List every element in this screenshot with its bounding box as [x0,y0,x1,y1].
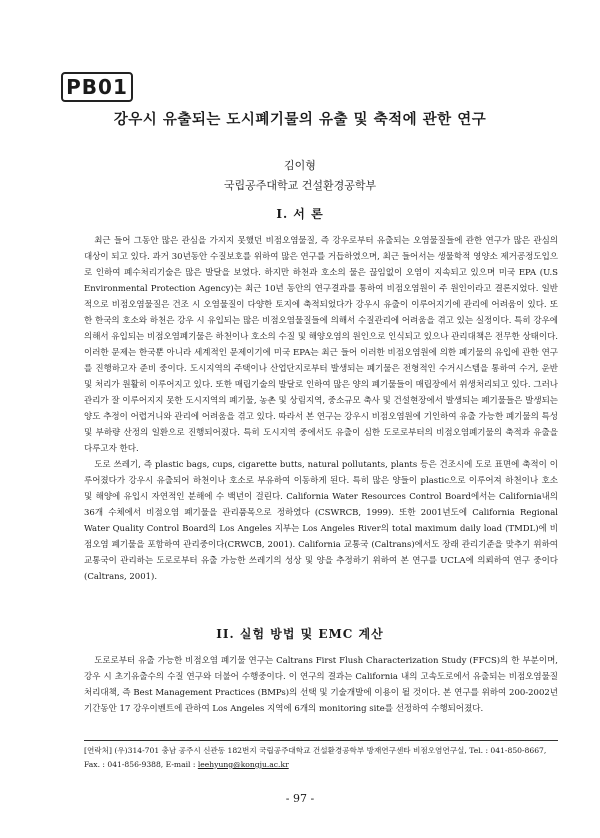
footnote-label: [연락처] [84,746,112,755]
introduction-paragraph: 도로 쓰레기, 즉 plastic bags, cups, cigarette butts, natural pollutants, plants 등은 건조시에 도로 표면에 축적이 이루어졌다가 강우시 유출되어 하천이나 호소로 부유하여 이동하게 된다. 특히 많은 양들이 plastic으로 이루어져 하천이나 호소 및 해양에 유입시 자연적인 분해에 수 백년이 걸린다. California Water Resources Control Board에서는 California내의 36개 수체에서 비점오염 폐기물을 관리품목으로 정하였다 (CSWRCB, 1999). 또한 2001년도에 California Regional Water Quality Control Board의 Los Angeles 지부는 Los Angeles River의 total maximum daily load (TMDL)에 비점오염 폐기물을 포함하여 관리중이다(CRWCB, 2001). California 교통국 (Caltrans)에서도 장래 관리기준을 맞추기 위하여 교통국이 관리하는 도로로부터 유출 가능한 쓰레기의 성상 및 양을 추정하기 위하여 본 연구를 UCLA에 의뢰하여 연구 중이다(Caltrans, 2001). [84,460,558,582]
paper-code-badge: PB01 [61,72,133,102]
page-number: - 97 - [285,792,315,805]
footnote-address: (우)314-701 충남 공주시 신관동 182번지 국립공주대학교 건설환경공학부 방재연구센타 비점오염연구실, [114,746,467,755]
methods-body [84,653,558,717]
section-heading-methods: II. 실험 방법 및 EMC 계산 [216,627,384,641]
footnote-divider [84,740,558,741]
paper-title: 강우시 유출되는 도시폐기물의 유출 및 축적에 관한 연구 [113,111,487,128]
footnote-contact: Tel. : 041-850-8667, Fax. : 041-856-9388, E-mail : [84,746,547,769]
email-link[interactable]: leehyung@kongju.ac.kr [197,760,289,769]
contact-footnote [84,744,558,772]
author-affiliation: 국립공주대학교 건설환경공학부 [223,179,377,192]
introduction-paragraph: 최근 들어 그동안 많은 관심을 가지지 못했던 비점오염물질, 즉 강우로부터 유출되는 오염물질들에 관한 연구가 많은 관심의 대상이 되고 있다. 과거 30년동안 수질보호를 위하여 많은 연구를 거듭하였으며, 최근 들어서는 생물학적 영양소 제거공정도입으로 인하여 폐수처리기술은 많은 발달을 보였다. 하지만 하천과 호소의 물은 끊임없이 오염이 지속되고 있으며 미국 EPA (U.S Environmental Protection Agency)는 최근 10년 동안의 연구결과를 통하여 비점오염원이 주 원인이라고 결론지었다. 일반적으로 비점오염물질은 건조 시 오염물질이 다양한 토지에 축적되었다가 강우시 유출이 이루어지기에 관리에 어려움이 있다. 또한 한국의 호소와 하천은 강우 시 유입되는 많은 비점오염물질들에 의해서 수질관리에 어려움을 겪고 있는 실정이다. 특히 강우에 의해서 유입되는 비점오염폐기물은 하천이나 호소의 수질 및 해양오염의 원인으로 인식되고 있으나 관리대책은 전무한 상태이다. 이러한 문제는 한국뿐 아니라 세계적인 문제이기에 미국 EPA는 최근 들어 이러한 비점오염원에 의한 폐기물의 유입에 관한 연구를 진행하고자 준비 중이다. 도시지역의 주택이나 산업단지로부터 발생되는 폐기물은 전형적인 수거시스템을 통하여 수거, 운반 및 처리가 원활히 이루어지고 있다. 또한 매립기술의 발달로 인하여 많은 양의 폐기물들이 매립장에서 위생처리되고 있다. 그러나 관리가 잘 이루어지지 못한 도시지역의 폐기물, 농촌 및 상림지역, 중소규모 축사 및 건설현장에서 발생되는 폐기물들은 발생되는 양도 추정이 어렵거니와 관리에 어려움을 겪고 있다. 따라서 본 연구는 강우시 비점오염원에 기인하여 유출 가능한 폐기물의 특성 및 부하량 산정의 일환으로 진행되어졌다. 특히 도시지역 중에서도 유출이 심한 도로로부터의 비점오염폐기물의 축적과 유출을 다루고자 한다. [84,236,558,454]
author-name: 김이형 [284,159,316,172]
section-heading-introduction: I. 서 론 [276,207,324,221]
introduction-body [84,233,558,585]
methods-paragraph: 도로로부터 유출 가능한 비점오염 폐기물 연구는 Caltrans First Flush Characterization Study (FFCS)의 한 부분이며, 강우 시 초기유출수의 수질 연구와 더불어 수행중이다. 이 연구의 결과는 California 내의 고속도로에서 유출되는 비점오염물질 처리대책, 즉 Best Management Practices (BMPs)의 선택 및 기술개발에 이용이 될 것이다. 본 연구를 위하여 200-2002년 기간동안 17 강우이벤트에 관하여 Los Angeles 지역에 6개의 monitoring site를 선정하여 수행되어졌다. [84,656,558,714]
